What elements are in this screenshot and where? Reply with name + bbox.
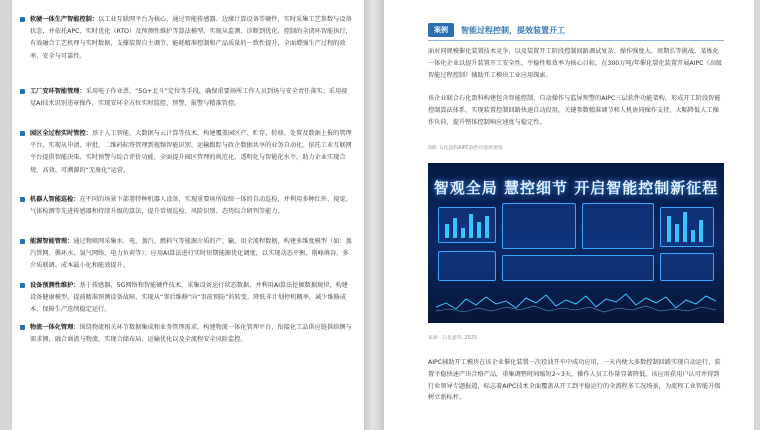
bullet-item <box>30 194 352 218</box>
bullet-label: 园区全过程实时管控： <box>30 130 92 137</box>
bullet-item <box>30 322 352 346</box>
dashboard-panel <box>502 203 576 249</box>
bullet-text: 基于人工智能、大数据与云计算等技术，构建覆盖园区产、贮存、转移、处置及数据上报的管理平台，实现从申请、审批、二维码标签管理到视频智能识别、运输跟踪与政企数据共享的业务自动化。依托工业互联网平台提供智能决策、实时预警与综合评价功能，全面提升园区管理的规范化、透明化与智能化水平，助力企业实现合规、高效、可溯源的“无废化”运营。 <box>30 130 352 174</box>
case-tag: 案例 <box>428 23 454 37</box>
dashboard-panel <box>502 255 654 281</box>
promo-image <box>428 163 724 323</box>
dashboard-panel <box>438 251 496 281</box>
bullet-item <box>30 86 352 110</box>
page-gutter <box>364 0 384 430</box>
bullet-text: 采用电子作业票、“5G+北斗”定位等手段，确保重要场所工作人员到场与安全责任落实；采用视觉AI技术识别违章操作，实现安环全方位实时监控、预警、报警与精准管控。 <box>30 88 348 108</box>
trend-wave-graphic <box>436 289 716 315</box>
case-header <box>428 22 728 38</box>
bullet-marker <box>20 17 25 22</box>
dashboard-panel <box>438 207 496 243</box>
promo-title: 智观全局 慧控细节 开启智能控制新征程 <box>433 179 719 197</box>
bullet-label: 能源智能管理： <box>30 238 74 245</box>
dashboard-panel <box>582 203 654 249</box>
bullet-label: 机器人智能巡检： <box>30 196 80 203</box>
bullet-item <box>30 280 352 317</box>
bullet-text: 基于传感器、5G网络和智能硬件技术，采集设备运行状态数据，并利用AI算法挖掘数据规律，构建设备健康模型，提前精准预测设备故障，实现从“事后维修”向“事前预防”的转变，降低非计划停机概率，减少维修成本，保障生产连续稳定运行。 <box>30 282 348 314</box>
case-title: 智能过程控制，提效装置开工 <box>461 25 565 35</box>
dashboard-panel <box>660 207 714 247</box>
bullet-marker <box>20 131 25 136</box>
bullet-label: 物流一体化管理： <box>30 324 80 331</box>
figure-caption: 图6: 石化盈科AIPC软件功能新要图 <box>428 146 503 151</box>
bullet-text: 以工业互联网平台为核心，通过智能传感器、边缘计算设备等硬件，实时采集工艺参数与设备状态，并依托APC、实时优化（RTO）及预测性维护等算法模型，实现从监测、诊断到优化、控制的全闭环智能执行，有效融合工艺机理与实时数据，支撑装置自主调节、能耗精准控制和产品质量的一致性提升，全面增强生产过程的效率、安全与可靠性。 <box>30 16 352 60</box>
right-page <box>384 0 754 430</box>
bullet-marker <box>20 197 25 202</box>
bullet-marker <box>20 89 25 94</box>
dashboard-panel <box>660 253 714 281</box>
bullet-text: 在不同的场景下部署特种机器人设备，实现重要场所取缔一体的自动巡检，并利用多种红外、视觉、气体检测等先进传感器和持续升级的算法，提升常规巡检、风险识别、态势综合研判等能力。 <box>30 196 352 216</box>
bullet-item <box>30 128 352 177</box>
bullet-marker <box>20 325 25 330</box>
bullet-item <box>30 236 352 273</box>
paragraph: AIPC辅助开工模块在该企业催化装置一次投油开车中成功应用，一天内便大多数控制回路实现自动运行，装置平稳快速产出合格产品，重集调整时间缩短2~3天，操作人员工作量显著降低。该应用获用户认可并得到行业领导专题报道，标志着AIPC技术全面覆盖从开工到平稳运行的全流程多工况场景，为流程工业智能升级树立新标杆。 <box>428 359 721 402</box>
bullet-label: 软硬一体生产智能控制： <box>30 16 99 23</box>
paragraph: 该企业联合石化盈科构建包含智能控制、自动操作与监屏预警的AIPC三层软件功能架构，形成开工阶段智能控制算法体系，实现装置控制回路快速自动投用，关键参数精准调节和人机协同操作支持，大幅降低人工操作负荷，提升整体控制响应速度与稳定性。 <box>428 95 721 126</box>
bullet-marker <box>20 283 25 288</box>
bullet-marker <box>20 239 25 244</box>
bullet-label: 工厂安环智能管理： <box>30 88 86 95</box>
paragraph: 面对同规模催化装置技术竞争，以及装置开工阶段控制回路调试复杂、操作强度大、周期长等挑战，某炼化一体化企业以提升装置开工安全性、平稳性和效率为核心目标，在300万吨/年催化裂化装置开展AIPC（高级智能过程控制）辅助开工模块工业应用探索。 <box>428 48 723 79</box>
bullet-label: 设备预测性维护： <box>30 282 80 289</box>
left-page <box>12 0 364 430</box>
bullet-text: 通过物联网采集水、电、蒸汽、燃料气等能源介质的产、输、用全流程数据，构建多维度模型（如：蒸汽管网、循环水、氢气网络、电力负荷等）；应用AI算法进行实时短期能源优化调度，以实现动态平衡、削峰填谷、多介质联调、成本最小化和能效提升。 <box>30 238 352 270</box>
bullet-text: 围绕物流相关环节数据集成和业务管理需求，构建物流一体化管理平台，衔接化工品供应链供给侧与需求侧，融合商流与物流，实现合储布局、运输优化以及全流程安全风险监控。 <box>30 324 352 344</box>
divider <box>428 40 724 41</box>
bullet-item <box>30 14 352 63</box>
figure-source: 来源：石化盈科, 2025 <box>428 336 477 341</box>
